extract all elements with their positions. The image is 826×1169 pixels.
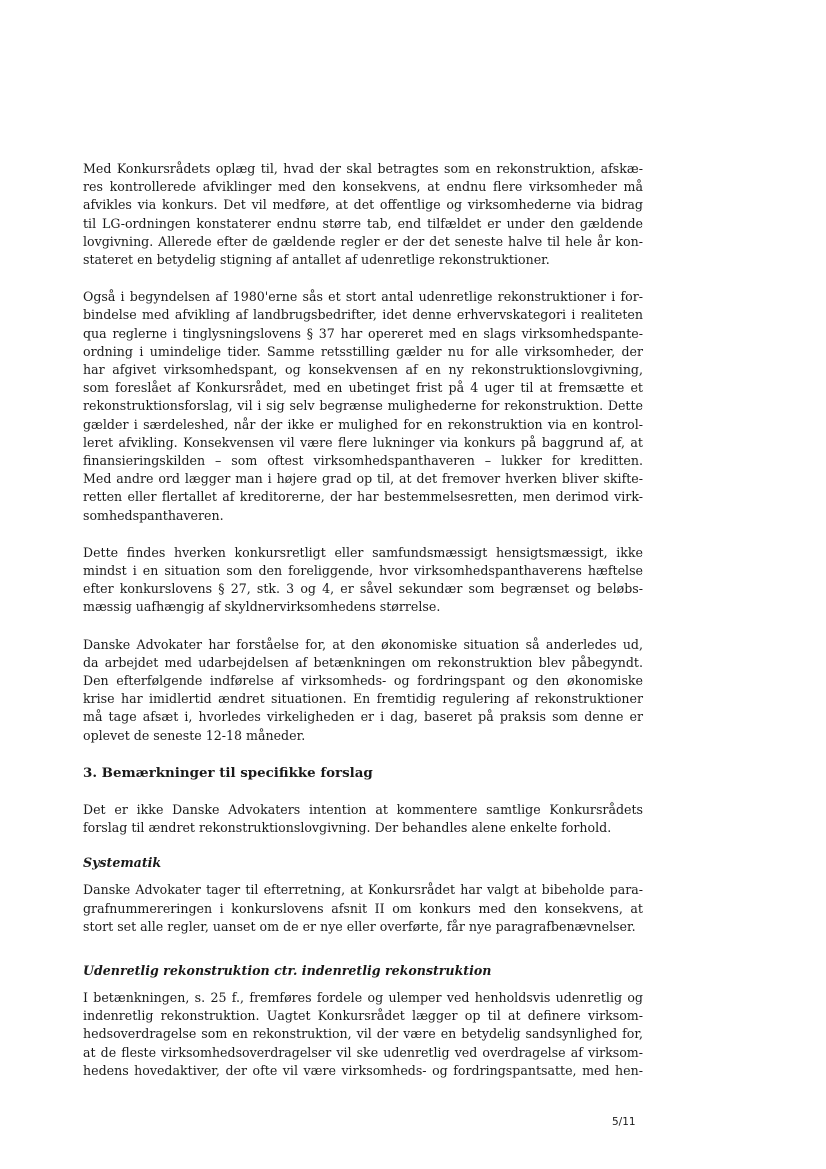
text-line: res kontrollerede afviklinger med den konsekvens, at endnu flere virksomheder må — [83, 179, 643, 195]
text-line: gælder i særdeleshed, når der ikke er mulighed for en rekonstruktion via en kontrol- — [83, 416, 643, 432]
text-line: stateret en betydelig stigning af antallet af udenretlige rekonstruktioner. — [83, 252, 550, 268]
text-line: da arbejdet med udarbejdelsen af betænkningen om rekonstruktion blev påbegyndt. — [83, 654, 643, 670]
text-line: afvikles via konkurs. Det vil medføre, at det offentlige og virksomhederne via bidrag — [83, 197, 643, 213]
text-line: lovgivning. Allerede efter de gældende regler er der det seneste halve til hele år kon- — [83, 233, 643, 249]
text-line: som foreslået af Konkursrådet, med en ubetinget frist på 4 uger til at fremsætte et — [83, 380, 643, 396]
paragraph-1 — [83, 160, 643, 269]
text-line: grafnummereringen i konkurslovens afsnit II om konkurs med den konsekvens, at — [83, 900, 643, 916]
text-line: leret afvikling. Konsekvensen vil være flere lukninger via konkurs på baggrund af, at — [83, 434, 643, 450]
text-line: qua reglerne i tinglysningslovens § 37 har opereret med en slags virksomhedspante- — [83, 325, 643, 341]
paragraph-4 — [83, 636, 643, 745]
text-line: somhedspanthaveren. — [83, 507, 224, 523]
text-line: krise har imidlertid ændret situationen. En fremtidig regulering af rekonstruktioner — [83, 691, 643, 707]
text-line: efter konkurslovens § 27, stk. 3 og 4, er såvel sekundær som begrænset og beløbs- — [83, 581, 643, 597]
text-line: rekonstruktionsforslag, vil i sig selv begrænse mulighederne for rekonstruktion. Dette — [83, 398, 643, 414]
text-line: Danske Advokater tager til efterretning, at Konkursrådet har valgt at bibeholde para- — [83, 882, 643, 898]
paragraph-3 — [83, 544, 643, 617]
text-line: finansieringskilden – som oftest virksomhedspanthaveren – lukker for kreditten. — [83, 453, 643, 469]
text-line: ordning i umindelige tider. Samme retsstilling gælder nu for alle virksomheder, der — [83, 343, 643, 359]
text-line: indenretlig rekonstruktion. Uagtet Konkursrådet lægger op til at definere virksom- — [83, 1008, 643, 1024]
text-line: forslag til ændret rekonstruktionslovgivning. Der behandles alene enkelte forhold. — [83, 820, 612, 836]
text-line: stort set alle regler, uanset om de er nye eller overførte, får nye paragrafbenævnelser. — [83, 918, 636, 934]
document-body — [83, 160, 643, 1080]
text-line: Dette findes hverken konkursretligt eller samfundsmæssigt hensigtsmæssigt, ikke — [83, 544, 643, 560]
subsection-paragraph — [83, 881, 643, 936]
text-line: har afgivet virksomhedspant, og konsekvensen af en ny rekonstruktionslovgivning, — [83, 362, 643, 378]
section-intro — [83, 801, 643, 837]
subsection-paragraph — [83, 989, 643, 1080]
paragraph-2 — [83, 288, 643, 525]
subsection-title: Udenretlig rekonstruktion ctr. indenretlig rekonstruktion — [83, 962, 492, 978]
text-line: Med andre ord lægger man i højere grad op til, at det fremover hverken bliver skifte- — [83, 471, 643, 487]
text-line: mæssig uafhængig af skyldnervirksomhedens størrelse. — [83, 599, 441, 615]
text-line: hedsoverdragelse som en rekonstruktion, vil der være en betydelig sandsynlighed for, — [83, 1026, 643, 1042]
text-line: Det er ikke Danske Advokaters intention at kommentere samtlige Konkursrådets — [83, 801, 643, 817]
text-line: mindst i en situation som den foreliggende, hvor virksomhedspanthaverens hæftelse — [83, 563, 643, 579]
text-line: at de fleste virksomhedsoverdragelser vil ske udenretlig ved overdragelse af virksom- — [83, 1044, 643, 1060]
text-line: Med Konkursrådets oplæg til, hvad der skal betragtes som en rekonstruktion, afskæ- — [83, 161, 643, 176]
text-line: til LG-ordningen konstaterer endnu større tab, end tilfældet er under den gældende — [83, 215, 643, 231]
text-line: oplevet de seneste 12-18 måneder. — [83, 727, 306, 743]
text-line: retten eller flertallet af kreditorerne, der har bestemmelsesretten, men derimod virk- — [83, 489, 643, 505]
subsection-title: Systematik — [83, 855, 162, 871]
text-line: må tage afsæt i, hvorledes virkeligheden er i dag, baseret på praksis som denne er — [83, 709, 643, 725]
section-heading: 3. Bemærkninger til specifikke forslag — [83, 764, 373, 781]
text-line: Den efterfølgende indførelse af virksomheds- og fordringspant og den økonomiske — [83, 673, 643, 689]
text-line: I betænkningen, s. 25 f., fremføres fordele og ulemper ved henholdsvis udenretlig og — [83, 989, 643, 1005]
page-number: 5/11 — [612, 1116, 636, 1128]
text-line: bindelse med afvikling af landbrugsbedrifter, idet denne erhvervskategori i realiteten — [83, 307, 643, 323]
text-line: hedens hovedaktiver, der ofte vil være virksomheds- og fordringspantsatte, med hen- — [83, 1062, 643, 1078]
text-line: Også i begyndelsen af 1980'erne sås et stort antal udenretlige rekonstruktioner i for- — [83, 289, 643, 305]
text-line: Danske Advokater har forståelse for, at den økonomiske situation så anderledes ud, — [83, 636, 643, 652]
